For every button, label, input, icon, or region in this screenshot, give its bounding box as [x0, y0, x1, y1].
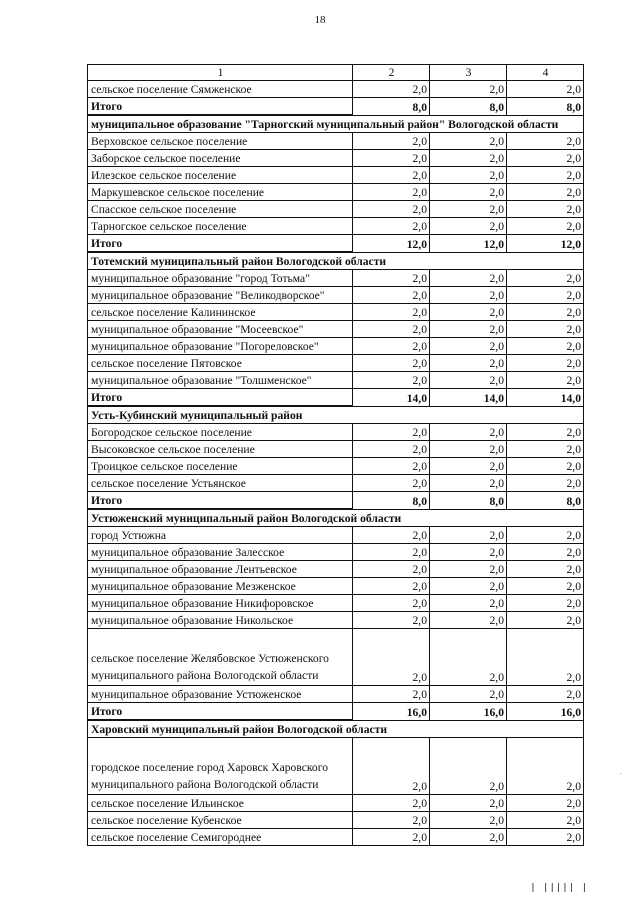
header-row	[88, 65, 584, 81]
table-row	[88, 612, 584, 629]
value-cell-col4: 2,0	[507, 441, 584, 458]
barcode-mark: | ||||| |	[530, 883, 588, 893]
value-cell-col4: 2,0	[507, 829, 584, 846]
value-cell-col2: 2,0	[353, 81, 430, 98]
total-label: Итого	[88, 235, 353, 253]
row-label: Спасское сельское поселение	[88, 201, 353, 218]
total-label: Итого	[88, 389, 353, 407]
value-cell-col4: 2,0	[507, 270, 584, 287]
value-cell-col3: 2,0	[430, 829, 507, 846]
value-cell-col4: 2,0	[507, 218, 584, 235]
table-row	[88, 738, 584, 795]
value-cell-col3: 2,0	[430, 424, 507, 441]
value-cell-col4: 2,0	[507, 304, 584, 321]
table-row	[88, 338, 584, 355]
section-title: Усть-Кубинский муниципальный район	[88, 406, 584, 424]
section-title: Устюженский муниципальный район Вологодской области	[88, 509, 584, 527]
value-cell-col2: 2,0	[353, 812, 430, 829]
value-cell-col2: 2,0	[353, 686, 430, 703]
value-cell-col4: 2,0	[507, 81, 584, 98]
table-row	[88, 372, 584, 389]
value-cell-col4: 2,0	[507, 355, 584, 372]
value-cell-col4: 2,0	[507, 321, 584, 338]
section-header-row	[88, 509, 584, 527]
row-label: город Устюжна	[88, 527, 353, 544]
value-cell-col3: 2,0	[430, 527, 507, 544]
value-cell-col2: 2,0	[353, 561, 430, 578]
row-label: муниципальное образование Никифоровское	[88, 595, 353, 612]
value-cell-col2: 16,0	[353, 703, 430, 721]
value-cell-col3: 2,0	[430, 184, 507, 201]
value-cell-col3: 2,0	[430, 270, 507, 287]
header-cell-2: 2	[353, 65, 430, 81]
table-row	[88, 578, 584, 595]
row-label: Маркушевское сельское поселение	[88, 184, 353, 201]
header-cell-4: 4	[507, 65, 584, 81]
value-cell-col2: 2,0	[353, 201, 430, 218]
row-label: муниципальное образование Никольское	[88, 612, 353, 629]
value-cell-col2: 2,0	[353, 595, 430, 612]
total-row	[88, 389, 584, 407]
table-row	[88, 527, 584, 544]
value-cell-col2: 2,0	[353, 184, 430, 201]
table-row	[88, 167, 584, 184]
row-label: сельское поселение Устьянское	[88, 475, 353, 492]
header-cell-1: 1	[88, 65, 353, 81]
value-cell-col2: 12,0	[353, 235, 430, 253]
value-cell-col2: 2,0	[353, 795, 430, 812]
value-cell-col4: 2,0	[507, 686, 584, 703]
value-cell-col2: 2,0	[353, 629, 430, 686]
table-row	[88, 544, 584, 561]
value-cell-col4: 2,0	[507, 544, 584, 561]
value-cell-col4: 2,0	[507, 561, 584, 578]
value-cell-col2: 2,0	[353, 612, 430, 629]
value-cell-col3: 2,0	[430, 629, 507, 686]
value-cell-col2: 14,0	[353, 389, 430, 407]
table-row	[88, 595, 584, 612]
value-cell-col2: 2,0	[353, 218, 430, 235]
value-cell-col3: 2,0	[430, 304, 507, 321]
value-cell-col3: 2,0	[430, 218, 507, 235]
table-row	[88, 133, 584, 150]
value-cell-col3: 2,0	[430, 795, 507, 812]
value-cell-col4: 2,0	[507, 812, 584, 829]
value-cell-col2: 2,0	[353, 133, 430, 150]
margin-mark: ·	[619, 770, 622, 778]
value-cell-col3: 8,0	[430, 98, 507, 116]
value-cell-col3: 8,0	[430, 492, 507, 510]
table-row	[88, 304, 584, 321]
value-cell-col3: 2,0	[430, 578, 507, 595]
value-cell-col3: 2,0	[430, 458, 507, 475]
table-row	[88, 629, 584, 686]
value-cell-col4: 2,0	[507, 612, 584, 629]
row-label: муниципальное образование Лентьевское	[88, 561, 353, 578]
value-cell-col2: 2,0	[353, 458, 430, 475]
total-row	[88, 492, 584, 510]
value-cell-col3: 2,0	[430, 595, 507, 612]
table-row	[88, 270, 584, 287]
value-cell-col2: 2,0	[353, 475, 430, 492]
table-row	[88, 795, 584, 812]
value-cell-col3: 2,0	[430, 355, 507, 372]
table-row	[88, 458, 584, 475]
value-cell-col3: 14,0	[430, 389, 507, 407]
value-cell-col4: 2,0	[507, 595, 584, 612]
value-cell-col4: 2,0	[507, 738, 584, 795]
value-cell-col2: 8,0	[353, 492, 430, 510]
value-cell-col4: 2,0	[507, 372, 584, 389]
value-cell-col4: 2,0	[507, 578, 584, 595]
value-cell-col4: 2,0	[507, 338, 584, 355]
value-cell-col2: 2,0	[353, 527, 430, 544]
row-label: сельское поселение Семигороднее	[88, 829, 353, 846]
value-cell-col3: 12,0	[430, 235, 507, 253]
value-cell-col4: 2,0	[507, 795, 584, 812]
value-cell-col2: 2,0	[353, 321, 430, 338]
row-label: муниципальное образование "Великодворское"	[88, 287, 353, 304]
value-cell-col2: 2,0	[353, 372, 430, 389]
value-cell-col2: 2,0	[353, 544, 430, 561]
row-label: Троицкое сельское поселение	[88, 458, 353, 475]
value-cell-col3: 2,0	[430, 738, 507, 795]
value-cell-col4: 2,0	[507, 424, 584, 441]
value-cell-col3: 2,0	[430, 612, 507, 629]
total-label: Итого	[88, 703, 353, 721]
row-label: Илезское сельское поселение	[88, 167, 353, 184]
value-cell-col4: 14,0	[507, 389, 584, 407]
total-row	[88, 235, 584, 253]
row-label: муниципальное образование "город Тотьма"	[88, 270, 353, 287]
value-cell-col3: 2,0	[430, 686, 507, 703]
table-row	[88, 561, 584, 578]
table-row	[88, 829, 584, 846]
value-cell-col2: 2,0	[353, 738, 430, 795]
table-row	[88, 355, 584, 372]
row-label: Заборское сельское поселение	[88, 150, 353, 167]
value-cell-col4: 2,0	[507, 287, 584, 304]
value-cell-col2: 2,0	[353, 150, 430, 167]
section-header-row	[88, 252, 584, 270]
total-label: Итого	[88, 492, 353, 510]
value-cell-col4: 2,0	[507, 133, 584, 150]
value-cell-col2: 2,0	[353, 441, 430, 458]
value-cell-col3: 2,0	[430, 133, 507, 150]
row-label: муниципальное образование "Мосеевское"	[88, 321, 353, 338]
value-cell-col4: 2,0	[507, 201, 584, 218]
value-cell-col2: 2,0	[353, 829, 430, 846]
table-row	[88, 812, 584, 829]
value-cell-col2: 2,0	[353, 270, 430, 287]
total-label: Итого	[88, 98, 353, 116]
value-cell-col3: 2,0	[430, 81, 507, 98]
value-cell-col2: 2,0	[353, 338, 430, 355]
value-cell-col4: 2,0	[507, 458, 584, 475]
value-cell-col4: 2,0	[507, 184, 584, 201]
row-label: сельское поселение Калининское	[88, 304, 353, 321]
value-cell-col3: 2,0	[430, 475, 507, 492]
table-row	[88, 201, 584, 218]
row-label: сельское поселение Сямженское	[88, 81, 353, 98]
section-header-row	[88, 115, 584, 133]
allocation-table	[87, 64, 584, 846]
value-cell-col3: 2,0	[430, 544, 507, 561]
table-row	[88, 475, 584, 492]
table-row	[88, 218, 584, 235]
row-label: сельское поселение Кубенское	[88, 812, 353, 829]
value-cell-col4: 8,0	[507, 98, 584, 116]
row-label: муниципальное образование "Погореловское"	[88, 338, 353, 355]
value-cell-col3: 2,0	[430, 812, 507, 829]
value-cell-col3: 2,0	[430, 561, 507, 578]
section-title: Харовский муниципальный район Вологодской области	[88, 720, 584, 738]
table-row	[88, 686, 584, 703]
value-cell-col4: 2,0	[507, 527, 584, 544]
page-number: 18	[314, 14, 326, 26]
row-label: Верховское сельское поселение	[88, 133, 353, 150]
value-cell-col3: 2,0	[430, 167, 507, 184]
value-cell-col3: 2,0	[430, 201, 507, 218]
value-cell-col3: 2,0	[430, 287, 507, 304]
value-cell-col4: 8,0	[507, 492, 584, 510]
header-cell-3: 3	[430, 65, 507, 81]
total-row	[88, 98, 584, 116]
section-header-row	[88, 720, 584, 738]
section-header-row	[88, 406, 584, 424]
table-row	[88, 287, 584, 304]
row-label: муниципальное образование Мезженское	[88, 578, 353, 595]
row-label: сельское поселение Желябовское Устюженского муниципального района Вологодской области	[88, 629, 353, 686]
section-title: Тотемский муниципальный район Вологодской области	[88, 252, 584, 270]
total-row	[88, 703, 584, 721]
value-cell-col2: 2,0	[353, 167, 430, 184]
row-label: Тарногское сельское поселение	[88, 218, 353, 235]
row-label: городское поселение город Харовск Харовского муниципального района Вологодской области	[88, 738, 353, 795]
row-label: муниципальное образование Устюженское	[88, 686, 353, 703]
value-cell-col2: 2,0	[353, 578, 430, 595]
row-label: Богородское сельское поселение	[88, 424, 353, 441]
value-cell-col3: 2,0	[430, 150, 507, 167]
table-row	[88, 184, 584, 201]
value-cell-col4: 2,0	[507, 167, 584, 184]
table-row	[88, 81, 584, 98]
section-title: муниципальное образование "Тарногский муниципальный район" Вологодской области	[88, 115, 584, 133]
value-cell-col4: 2,0	[507, 629, 584, 686]
row-label: Высоковское сельское поселение	[88, 441, 353, 458]
value-cell-col3: 2,0	[430, 441, 507, 458]
value-cell-col4: 2,0	[507, 150, 584, 167]
table-row	[88, 441, 584, 458]
value-cell-col3: 16,0	[430, 703, 507, 721]
value-cell-col3: 2,0	[430, 321, 507, 338]
table-row	[88, 424, 584, 441]
table-row	[88, 321, 584, 338]
table-row	[88, 150, 584, 167]
table-body	[88, 65, 584, 846]
value-cell-col3: 2,0	[430, 372, 507, 389]
value-cell-col2: 2,0	[353, 355, 430, 372]
row-label: муниципальное образование Залесское	[88, 544, 353, 561]
value-cell-col4: 2,0	[507, 475, 584, 492]
value-cell-col4: 12,0	[507, 235, 584, 253]
value-cell-col2: 2,0	[353, 304, 430, 321]
value-cell-col2: 2,0	[353, 287, 430, 304]
row-label: сельское поселение Пятовское	[88, 355, 353, 372]
row-label: сельское поселение Ильинское	[88, 795, 353, 812]
value-cell-col3: 2,0	[430, 338, 507, 355]
value-cell-col4: 16,0	[507, 703, 584, 721]
value-cell-col2: 2,0	[353, 424, 430, 441]
row-label: муниципальное образование "Толшменское"	[88, 372, 353, 389]
value-cell-col2: 8,0	[353, 98, 430, 116]
